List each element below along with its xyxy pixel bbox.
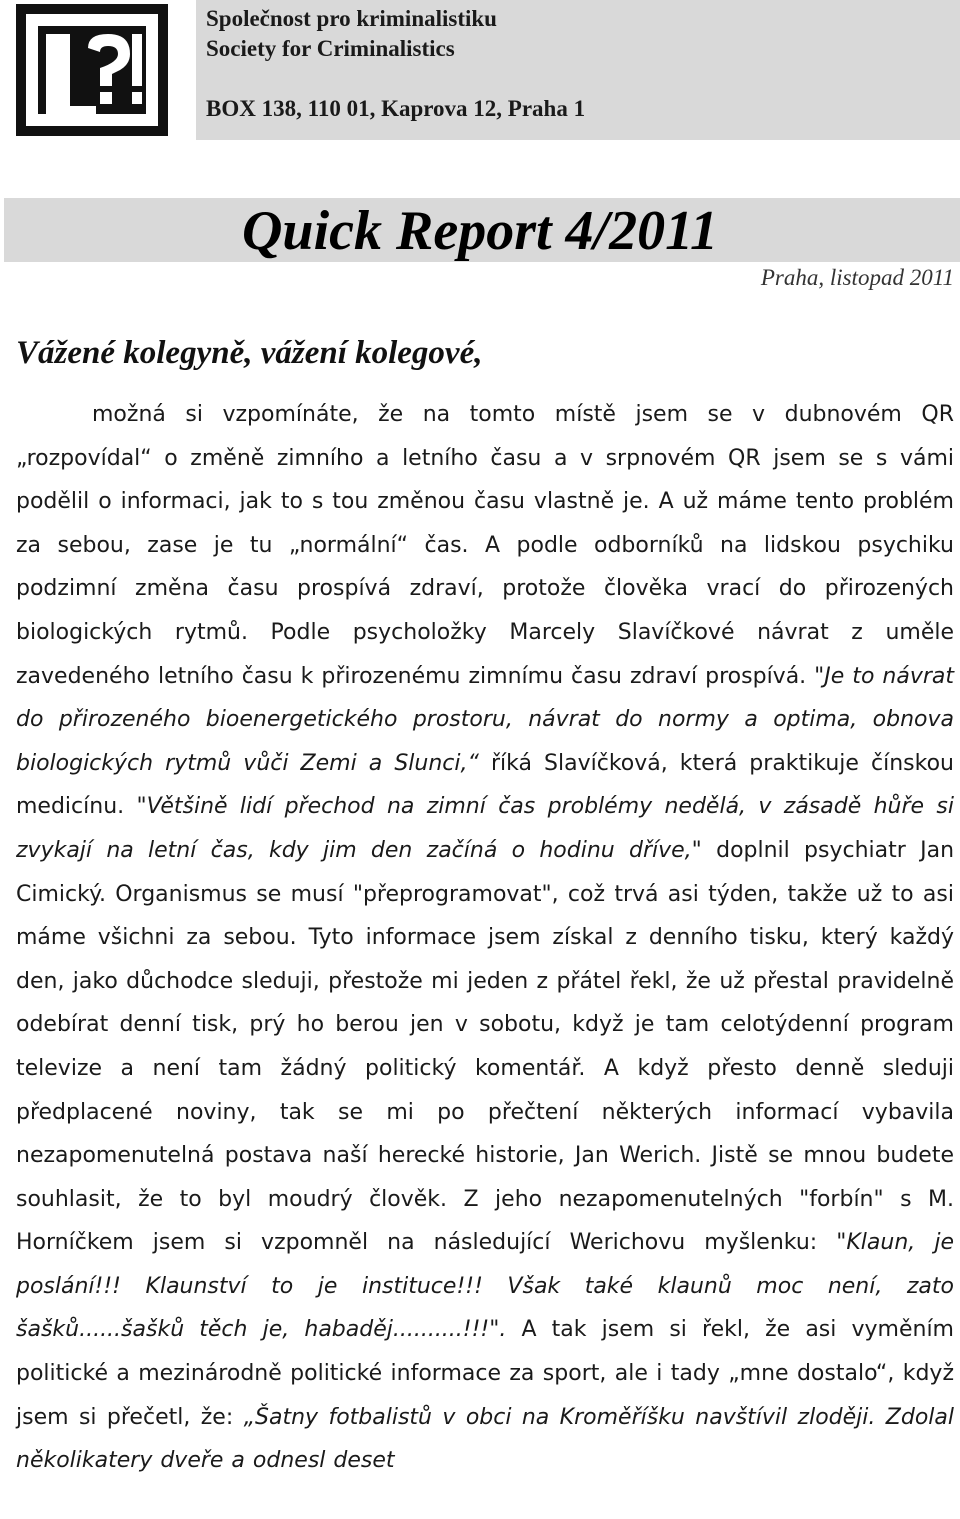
greeting: Vážené kolegyně, vážení kolegové, [16, 335, 483, 371]
report-title: Quick Report 4/2011 [241, 200, 719, 262]
org-name-en: Society for Criminalistics [206, 36, 455, 61]
body-text-1: možná si vzpomínáte, že na tomto místě jsem se v dubnovém QR „rozpovídal“ o změně zimního a letního času a v srpnovém QR jsem se s vámi podělil o informaci, jak to s tou změnou času vlastně je. A už máme tento problém za sebou, zase je tu „normální“ čas. A podle odborníků na lidskou psychiku podzimní změna času prospívá zdraví, protože člověka vrací do přirozených biologických rytmů. Podle psycholožky Marcely Slavíčkové návrat z uměle zavedeného letního času k přirozenému zimnímu času zdraví prospívá. [16, 402, 954, 689]
body-text-3: doplnil psychiatr Jan Cimický. Organismus se musí "přeprogramovat", což trvá asi týden, takže už to asi máme všichni za sebou. Tyto informace jsem získal z denního tisku, který každý den, jako důchodce sleduji, přestože mi jeden z přátel řekl, že už přestal pravidelně odebírat denní tisk, prý ho berou jen v sobotu, když je tam celotýdenní program televize a není tam žádný politický komentář. A když přesto denně sleduji předplacené noviny, tak se mi po přečtení některých informací vybavila nezapomenutelná postava naší herecké historie, Jan Werich. Jistě se mnou budete souhlasit, že to byl moudrý člověk. Z jeho nezapomenutelných "forbín" s M. Horníčkem jsem si vzpomněl na následující Werichovu myšlenku: [16, 837, 955, 1256]
body-text-4: A tak jsem si řekl, že asi vyměním politické a mezinárodně politické informace za sport, ale i tady „mne dostalo“, když jsem si přečetl, že: [16, 1317, 954, 1430]
society-logo [16, 4, 168, 136]
org-name-cz: Společnost pro kriminalistiku [206, 6, 497, 31]
org-address: BOX 138, 110 01, Kaprova 12, Praha 1 [206, 96, 586, 121]
organization-header [196, 0, 960, 140]
quote-news: „Šatny fotbalistů v obci na Kroměříšku navštívil zloději. Zdolal několikatery dveře a odnesl deset [16, 1404, 954, 1474]
body-paragraph [16, 393, 954, 1483]
logo-mark-icon [16, 4, 168, 136]
quote-werich: "Klaun, je poslání!!! Klaunství to je instituce!!! Však také klaunů moc není, zato šašků......šašků těch je, habaděj..........!!!". [16, 1230, 954, 1343]
quote-cimicky: "Většině lidí přechod na zimní čas problémy nedělá, v zásadě hůře si zvykají na letní čas, kdy jim den začíná o hodinu dříve," [16, 794, 954, 863]
quote-slavickova: "Je to návrat do přirozeného bioenergetického prostoru, návrat do normy a optima, obnova biologických rytmů vůči Zemi a Slunci,“ [16, 663, 954, 776]
body-text-2: říká Slavíčková, která praktikuje čínskou medicínu. [16, 750, 954, 820]
dateline: Praha, listopad 2011 [760, 265, 954, 290]
